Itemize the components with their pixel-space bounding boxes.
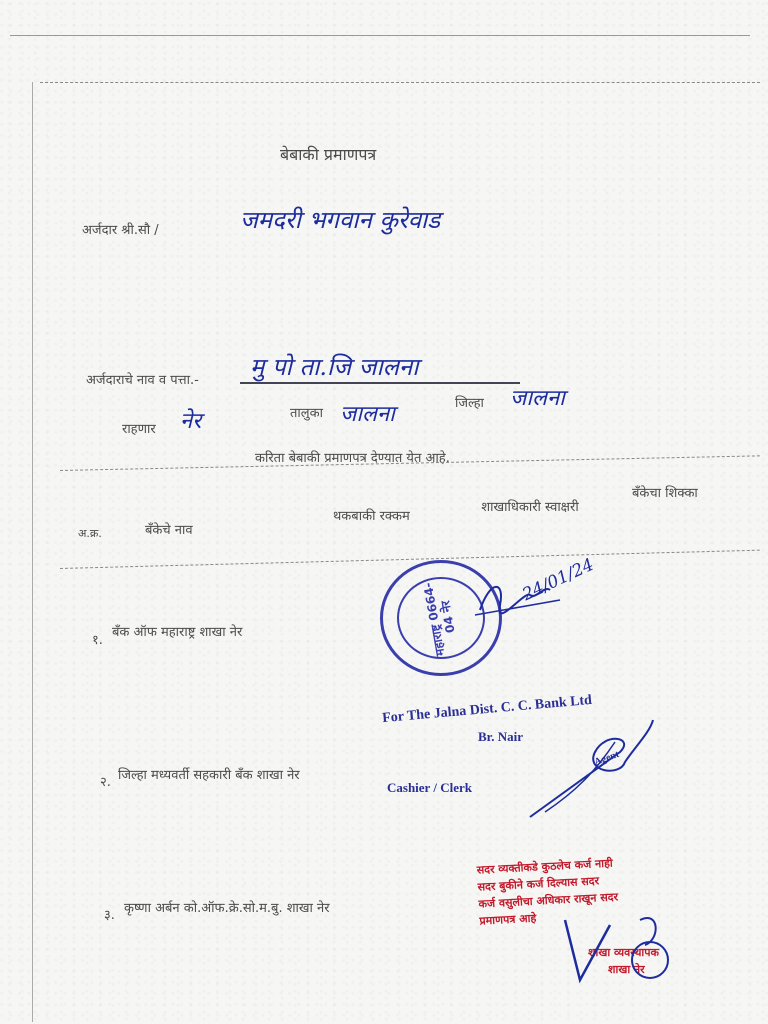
signature-date: 24/01/24 — [519, 554, 598, 606]
jalna-stamp-line2: Br. Nair — [478, 729, 524, 744]
certificate-line: करिता बेबाकी प्रमाणपत्र देण्यात येत आहे. — [255, 451, 450, 466]
address-underline — [240, 382, 520, 384]
address-value: मु पो ता.जि जालना — [250, 353, 419, 381]
jalna-cashier-signature — [525, 712, 660, 824]
bank-of-maharashtra-stamp: महाराष्ट्र 0664-04 नेर — [380, 560, 502, 676]
form-left-border — [32, 82, 33, 1022]
taluka-value: जालना — [340, 402, 395, 427]
row1-bank: बँक ऑफ महाराष्ट्र शाखा नेर — [112, 625, 243, 640]
taluka-label: तालुका — [290, 406, 323, 421]
branch-manager-stamp: शाखा व्यवस्थापक — [588, 946, 659, 959]
form-top-border — [40, 82, 760, 83]
document-title: बेबाकी प्रमाणपत्र — [280, 145, 377, 164]
resident-value: नेर — [180, 409, 202, 434]
row3-bank: कृष्णा अर्बन को.ऑफ.क्रे.सो.म.बु. शाखा नेर — [124, 901, 330, 916]
resident-label: राहणार — [122, 422, 156, 437]
district-value: जालना — [510, 386, 565, 411]
page-top-edge — [10, 35, 750, 36]
applicant-label: अर्जदार श्री.सौ / — [82, 223, 159, 238]
col-header-seal: बँकेचा शिक्का — [632, 486, 698, 501]
row1-number: १. — [92, 633, 103, 648]
branch-name-stamp: शाखा नेर — [608, 963, 645, 976]
address-label: अर्जदाराचे नाव व पत्ता.- — [86, 373, 199, 388]
row2-bank: जिल्हा मध्यवर्ती सहकारी बँक शाखा नेर — [118, 768, 300, 783]
applicant-name: जमदरी भगवान कुरेवाड — [240, 206, 441, 234]
jalna-stamp-role: Cashier / Clerk — [387, 780, 472, 795]
col-header-due: थकबाकी रक्कम — [333, 509, 410, 524]
col-header-bank: बँकेचे नाव — [145, 523, 193, 538]
red-note-line1: सदर व्यक्तीकडे कुठलेच कर्ज नाही — [476, 856, 614, 877]
red-note-line2: सदर बुकीने कर्ज दिल्यास सदर — [477, 874, 600, 894]
col-header-serial: अ.क्र. — [78, 527, 102, 540]
red-note-line3: कर्ज वसुलीचा अधिकार राखून सदर — [478, 890, 619, 911]
row3-number: ३. — [104, 908, 115, 923]
table-header-rule — [60, 550, 760, 569]
row2-number: २. — [100, 775, 111, 790]
red-note-line4: प्रमाणपत्र आहे — [479, 911, 537, 928]
col-header-signature: शाखाधिकारी स्वाक्षरी — [481, 500, 579, 515]
jalna-stamp-agent: Agent — [592, 748, 621, 769]
district-label: जिल्हा — [455, 396, 484, 411]
branch-manager-signature — [550, 900, 700, 990]
jalna-stamp-line1: For The Jalna Dist. C. C. Bank Ltd — [381, 692, 593, 727]
